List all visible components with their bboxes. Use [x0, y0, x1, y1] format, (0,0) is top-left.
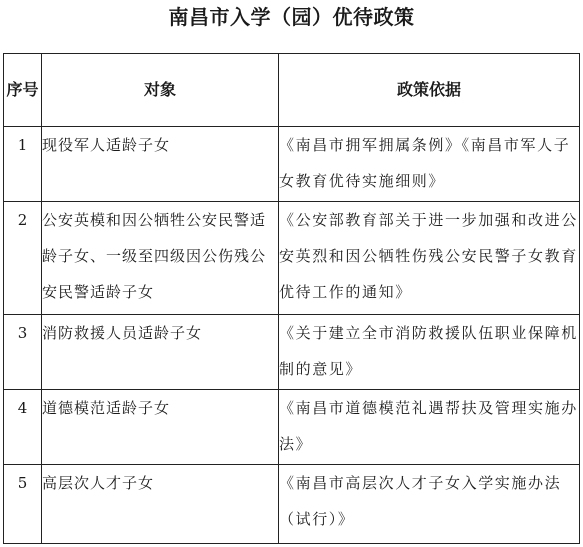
table-row [4, 465, 580, 544]
row-number: 4 [4, 390, 42, 465]
table-row [4, 315, 580, 390]
row-policy-basis: 《南昌市道德模范礼遇帮扶及管理实施办法》 [279, 390, 580, 465]
row-policy-basis: 《关于建立全市消防救援队伍职业保障机制的意见》 [279, 315, 580, 390]
page-title: 南昌市入学（园）优待政策 [168, 5, 415, 29]
row-number: 1 [4, 127, 42, 202]
row-number: 3 [4, 315, 42, 390]
table-header-row [4, 54, 580, 127]
row-number: 5 [4, 465, 42, 544]
policy-table [3, 53, 580, 544]
header-serial-number: 序号 [4, 54, 42, 127]
row-target: 道德模范适龄子女 [42, 390, 279, 465]
table-row [4, 202, 580, 315]
row-target: 公安英模和因公牺牲公安民警适龄子女、一级至四级因公伤残公安民警适龄子女 [42, 202, 279, 315]
header-policy-basis: 政策依据 [279, 54, 580, 127]
table-row [4, 390, 580, 465]
row-target: 高层次人才子女 [42, 465, 279, 544]
row-policy-basis: 《南昌市高层次人才子女入学实施办法（试行）》 [279, 465, 580, 544]
row-policy-basis: 《南昌市拥军拥属条例》《南昌市军人子女教育优待实施细则》 [279, 127, 580, 202]
row-target: 消防救援人员适龄子女 [42, 315, 279, 390]
header-target: 对象 [42, 54, 279, 127]
row-target: 现役军人适龄子女 [42, 127, 279, 202]
row-number: 2 [4, 202, 42, 315]
row-policy-basis: 《公安部教育部关于进一步加强和改进公安英烈和因公牺牲伤残公安民警子女教育优待工作的通知》 [279, 202, 580, 315]
table-row [4, 127, 580, 202]
